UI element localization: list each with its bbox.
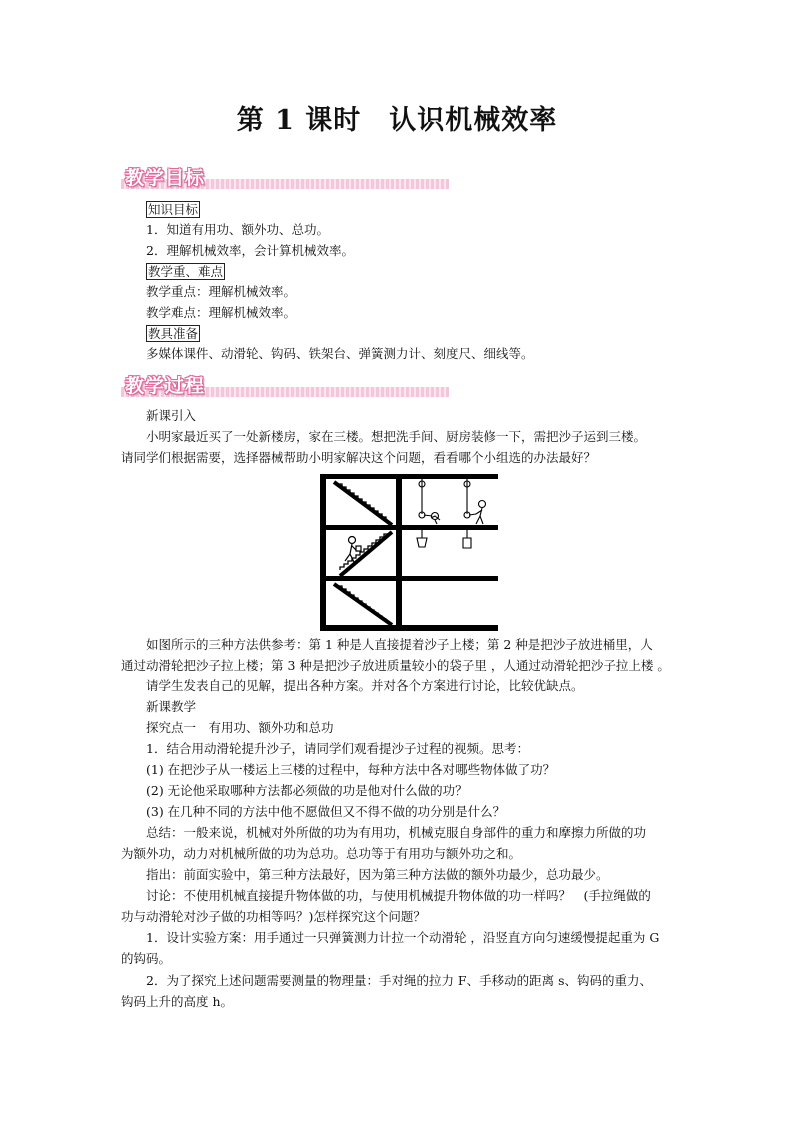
question-1: (1) 在把沙子从一楼运上三楼的过程中，每种方法中各对哪些物体做了功？ — [146, 762, 556, 777]
new-lesson-heading: 新课教学 — [146, 699, 197, 714]
section-label-process: 教学过程 — [125, 375, 206, 397]
summary-line-1: 总结：一般来说，机械对外所做的功为有用功，机械克服自身部件的重力和摩擦力所做的功 — [146, 825, 647, 840]
key-point: 教学重点：理解机械效率。 — [146, 284, 297, 299]
section-banner-objectives — [121, 163, 449, 191]
measure-line-2: 钩码上升的高度 h。 — [121, 994, 234, 1009]
page-title: 第 1 课时 认识机械效率 — [236, 105, 558, 136]
section-label-objectives: 教学目标 — [125, 167, 206, 189]
prep-list: 多媒体课件、动滑轮、钩码、铁架台、弹簧测力计、刻度尺、细线等。 — [146, 346, 534, 361]
key-heading: 教学重、难点 — [148, 264, 224, 279]
figure-paragraph-line-2: 通过动滑轮把沙子拉上楼；第 3 种是把沙子放进质量较小的袋子里 ，人通过动滑轮把沙子拉上楼 。 — [121, 658, 670, 673]
objective-item-2: 2．理解机械效率，会计算机械效率。 — [146, 243, 354, 258]
building-figure — [320, 472, 500, 632]
figure-paragraph-line-1: 如图所示的三种方法供参考：第 1 种是人直接提着沙子上楼；第 2 种是把沙子放进桶里，人 — [146, 637, 653, 652]
discuss-paragraph: 请学生发表自己的见解，提出各种方案。并对各个方案进行讨论，比较优缺点。 — [146, 678, 584, 693]
intro-paragraph-line-2: 请同学们根据需要，选择器械帮助小明家解决这个问题，看看哪个小组选的办法最好？ — [121, 450, 597, 465]
pulley-figure — [417, 479, 440, 547]
intro-heading: 新课引入 — [146, 408, 197, 423]
prep-heading: 教具准备 — [148, 326, 199, 341]
question-2: (2) 无论他采取哪种方法都必须做的功是他对什么做的功？ — [146, 783, 468, 798]
intro-paragraph-line-1: 小明家最近买了一处新楼房，家在三楼。想把洗手间、厨房装修一下，需把沙子运到三楼。 — [146, 429, 647, 444]
pulley-figure — [463, 479, 486, 548]
section-banner-process — [121, 371, 449, 399]
measure-line-1: 2．为了探究上述问题需要测量的物理量：手对绳的拉力 F、手移动的距离 s、钩码的重力、 — [146, 973, 652, 988]
discuss2-line-1: 讨论：不使用机械直接提升物体做的功，与使用机械提升物体做的功一样吗？ (手拉绳做的 — [146, 888, 651, 903]
design-line-1: 1．设计实验方案：用手通过一只弹簧测力计拉一个动滑轮 ，沿竖直方向匀速缓慢提起重为 G — [146, 930, 660, 945]
discuss2-line-2: 功与动滑轮对沙子做的功相等吗？)怎样探究这个问题？ — [121, 909, 426, 924]
knowledge-heading: 知识目标 — [148, 202, 199, 217]
difficult-point: 教学难点：理解机械效率。 — [146, 305, 297, 320]
objective-item-1: 1．知道有用功、额外功、总功。 — [146, 222, 329, 237]
summary-line-2: 为额外功，动力对机械所做的功为总功。总功等于有用功与额外功之和。 — [121, 846, 522, 861]
design-line-2: 的钩码。 — [121, 951, 172, 966]
pointout-paragraph: 指出：前面实验中，第三种方法最好，因为第三种方法做的额外功最少，总功最少。 — [146, 867, 609, 882]
point1-heading: 探究点一 有用功、额外功和总功 — [146, 720, 334, 735]
question-3: (3) 在几种不同的方法中他不愿做但又不得不做的功分别是什么？ — [146, 804, 506, 819]
question-intro: 1．结合用动滑轮提升沙子，请同学们观看提沙子过程的视频。思考： — [146, 741, 529, 756]
